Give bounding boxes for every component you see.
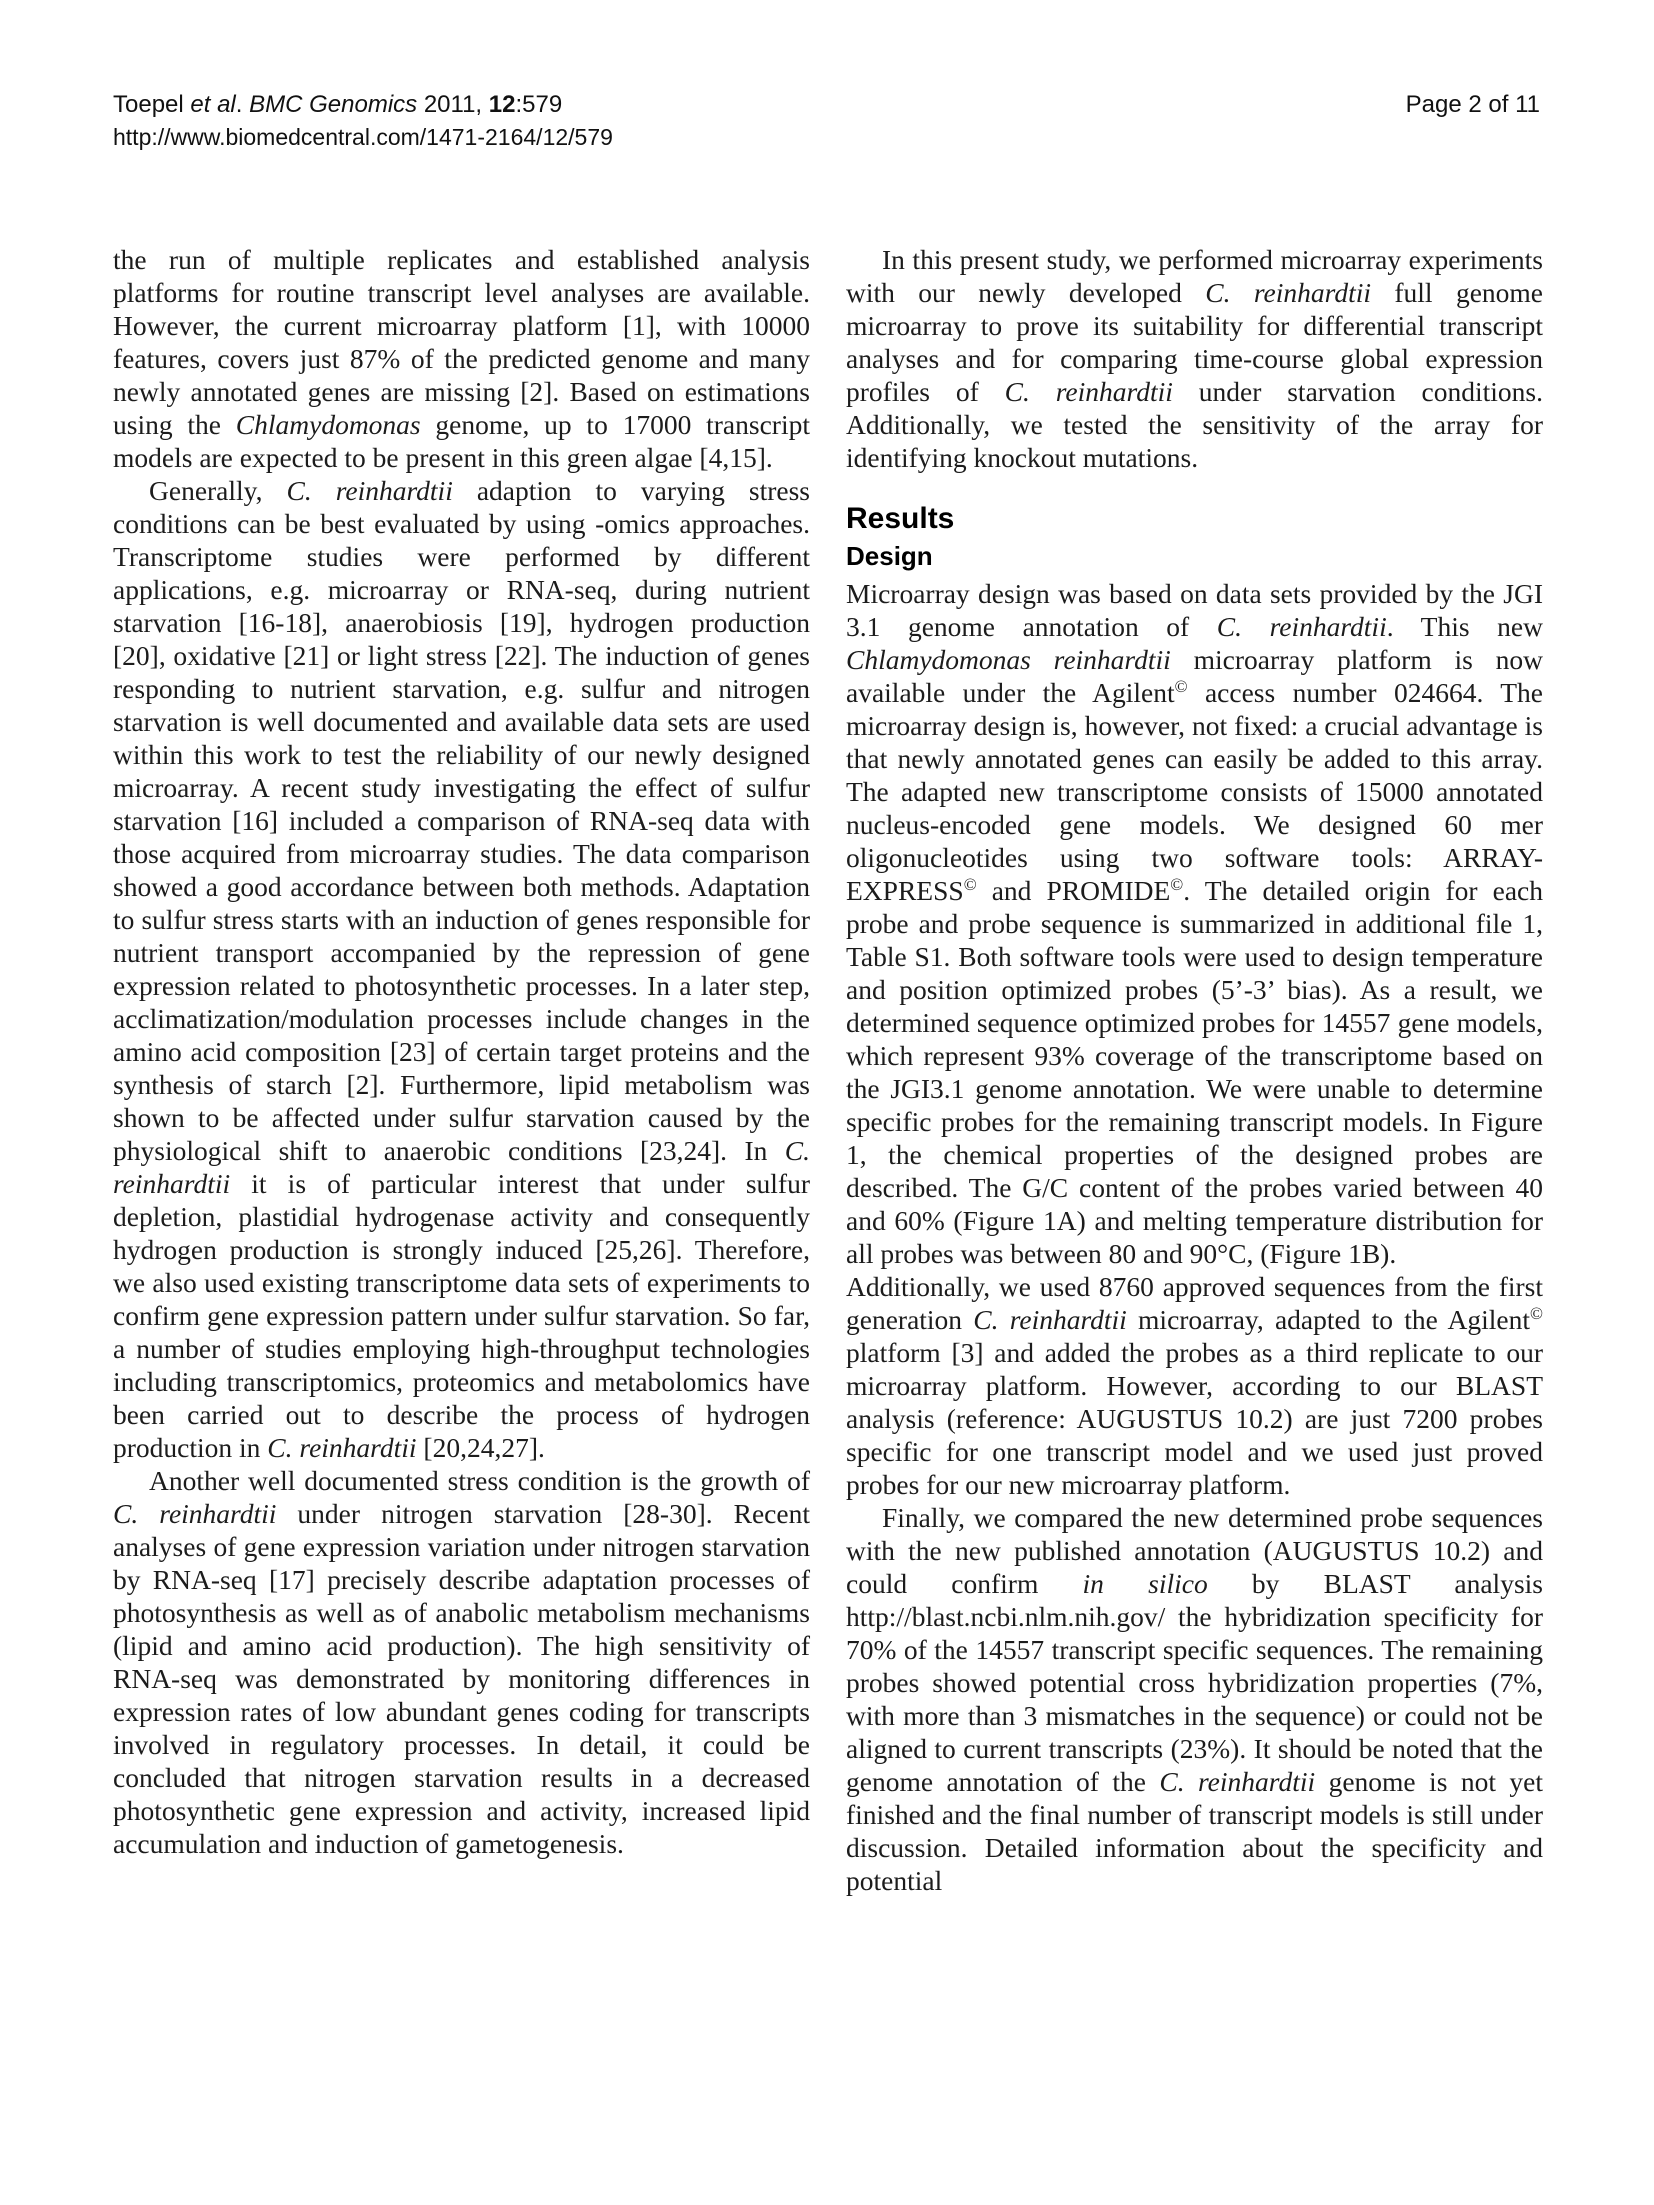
text-segment: C. reinhardtii — [113, 1498, 277, 1529]
text-segment: Generally, — [149, 475, 287, 506]
text-segment: access number 024664. The microarray design is, however, not fixed: a crucial advantage is that newly annotated genes can easily be added to this array. The adapted new transcriptome consists of 15000 annotated nucleus-encoded gene models. We designed 60 mer oligonucleotides using two software tools: ARRAY-EXPRESS — [846, 677, 1543, 906]
text-segment: . The detailed origin for each probe and probe sequence is summarized in additional file 1, Table S1. Both software tools were used to design temperature and position optimized probes (5’-3’ bias). As a result, we determined sequence optimized probes for 14557 gene models, which represent 93% coverage of the transcriptome based on the JGI3.1 genome annotation. We were unable to determine specific probes for the remaining transcript models. In Figure 1, the chemical properties of the designed probes are described. The G/C content of the probes varied between 40 and 60% (Figure 1A) and melting temperature distribution for all probes was between 80 and 90°C, (Figure 1B). — [846, 875, 1543, 1269]
text-segment: full genome microarray to prove its suitability for differential transcript analyses and for comparing time-course global expression profiles of — [846, 277, 1543, 407]
text-segment: genome, up to 17000 transcript models are expected to be present in this green algae [4,15]. — [113, 409, 810, 473]
text-segment: C. reinhardtii — [973, 1304, 1127, 1335]
text-segment: it is of particular interest that under sulfur depletion, plastidial hydrogenase activity and consequently hydrogen production is strongly induced [25,26]. Therefore, we also used existing transcriptome data sets of experiments to confirm gene expression pattern under sulfur starvation. So far, a number of studies employing high-throughput technologies including transcriptomics, proteomics and metabolomics have been carried out to describe the process of hydrogen production in — [113, 1168, 810, 1463]
paragraph — [113, 474, 810, 1464]
text-segment: microarray platform is now available under the Agilent — [846, 644, 1543, 708]
left-column — [113, 243, 810, 1897]
paragraph — [846, 1501, 1543, 1897]
text-segment: C. reinhardtii — [1004, 376, 1173, 407]
text-segment: © — [963, 874, 977, 894]
text-segment: adaption to varying stress conditions can be best evaluated by using -omics approaches. Transcriptome studies were performed by different applications, e.g. microarray or RNA-seq, during nutrient starvation [16-18], anaerobiosis [19], hydrogen production [20], oxidative [21] or light stress [22]. The induction of genes responding to nutrient starvation, e.g. sulfur and nitrogen starvation is well documented and available data sets are used within this work to test the reliability of our newly designed microarray. A recent study investigating the effect of sulfur starvation [16] included a comparison of RNA-seq data with those acquired from microarray studies. The data comparison showed a good accordance between both methods. Adaptation to sulfur stress starts with an induction of genes responsible for nutrient transport accompanied by the repression of gene expression related to photosynthetic processes. In a later step, acclimatization/modulation processes include changes in the amino acid composition [23] of certain target proteins and the synthesis of starch [2]. Furthermore, lipid metabolism was shown to be affected under sulfur starvation caused by the physiological shift to anaerobic conditions [23,24]. In — [113, 475, 810, 1166]
text-segment: under nitrogen starvation [28-30]. Recent analyses of gene expression variation under nitrogen starvation by RNA-seq [17] precisely describe adaptation processes of photosynthesis as well as of anabolic metabolism mechanisms (lipid and amino acid production). The high sensitivity of RNA-seq was demonstrated by monitoring differences in expression rates of low abundant genes coding for transcripts involved in regulatory processes. In detail, it could be concluded that nitrogen starvation results in a decreased photosynthetic gene expression and activity, increased lipid accumulation and induction of gametogenesis. — [113, 1498, 810, 1859]
text-segment: microarray, adapted to the Agilent — [1126, 1304, 1531, 1335]
text-segment: C. reinhardtii — [113, 1135, 810, 1199]
text-segment: genome is not yet finished and the final number of transcript models is still under discussion. Detailed information about the specificity and potential — [846, 1766, 1543, 1896]
header-citation-block — [113, 88, 613, 154]
text-segment: and PROMIDE — [976, 875, 1171, 906]
text-segment: 2011, — [417, 91, 489, 118]
text-segment: Toepel — [113, 91, 191, 118]
source-url: http://www.biomedcentral.com/1471-2164/12/579 — [113, 124, 613, 150]
text-segment: © — [1174, 676, 1188, 696]
article-body — [113, 243, 1543, 1897]
text-segment: platform [3] and added the probes as a third replicate to our microarray platform. However, according to our BLAST analysis (reference: AUGUSTUS 10.2) are just 7200 probes specific for one transcript model and we used just proved probes for our new microarray platform. — [846, 1337, 1543, 1500]
text-segment: C. reinhardtii — [1216, 611, 1387, 642]
text-segment: under starvation conditions. Additionally, we tested the sensitivity of the array for identifying knockout mutations. — [846, 376, 1543, 473]
page-header — [113, 88, 1540, 154]
text-segment: C. reinhardtii — [267, 1432, 417, 1463]
text-segment: Additionally, we used 8760 approved sequences from the first generation — [846, 1271, 1543, 1335]
text-segment: by BLAST analysis http://blast.ncbi.nlm.nih.gov/ the hybridization specificity for 70% of the 14557 transcript specific sequences. The remaining probes showed potential cross hybridization properties (7%, with more than 3 mismatches in the sequence) or could not be aligned to current transcripts (23%). It should be noted that the genome annotation of the — [846, 1568, 1543, 1797]
text-segment: Microarray design was based on data sets provided by the JGI 3.1 genome annotation of — [846, 578, 1543, 642]
text-segment: C. reinhardtii — [1205, 277, 1371, 308]
paragraph — [846, 1270, 1543, 1501]
text-segment: the run of multiple replicates and established analysis platforms for routine transcript level analyses are available. However, the current microarray platform [1], with 10000 features, covers just 87% of the predicted genome and many newly annotated genes are missing [2]. Based on estimations using the — [113, 244, 810, 440]
text-segment: © — [1170, 874, 1184, 894]
text-segment: Results — [846, 502, 955, 535]
text-segment: In this present study, we performed microarray experiments with our newly developed — [846, 244, 1543, 308]
page-number: Page 2 of 11 — [1405, 91, 1540, 118]
citation — [113, 88, 613, 121]
text-segment: 12 — [488, 91, 516, 118]
paragraph — [113, 243, 810, 474]
section-heading — [846, 502, 1543, 536]
text-segment: Design — [846, 541, 933, 571]
text-segment: BMC Genomics — [249, 91, 418, 118]
paragraph — [846, 243, 1543, 474]
text-segment: Chlamydomonas — [235, 409, 421, 440]
text-segment: Finally, we compared the new determined probe sequences with the new published annotation (AUGUSTUS 10.2) and could confirm — [846, 1502, 1543, 1599]
text-segment: . This new — [1386, 611, 1543, 642]
text-segment: et al — [190, 91, 236, 118]
subsection-heading — [846, 540, 1543, 572]
text-segment: © — [1530, 1303, 1543, 1323]
text-segment: [20,24,27]. — [416, 1432, 545, 1463]
right-column — [846, 243, 1543, 1897]
paragraph — [113, 1464, 810, 1860]
text-segment: :579 — [515, 91, 563, 118]
text-segment: C. reinhardtii — [286, 475, 453, 506]
text-segment: Another well documented stress condition is the growth of — [149, 1465, 810, 1496]
paragraph — [846, 577, 1543, 1270]
text-segment: Chlamydomonas reinhardtii — [846, 644, 1171, 675]
text-segment: . — [235, 91, 250, 118]
text-segment: in silico — [1082, 1568, 1208, 1599]
text-segment: C. reinhardtii — [1159, 1766, 1316, 1797]
